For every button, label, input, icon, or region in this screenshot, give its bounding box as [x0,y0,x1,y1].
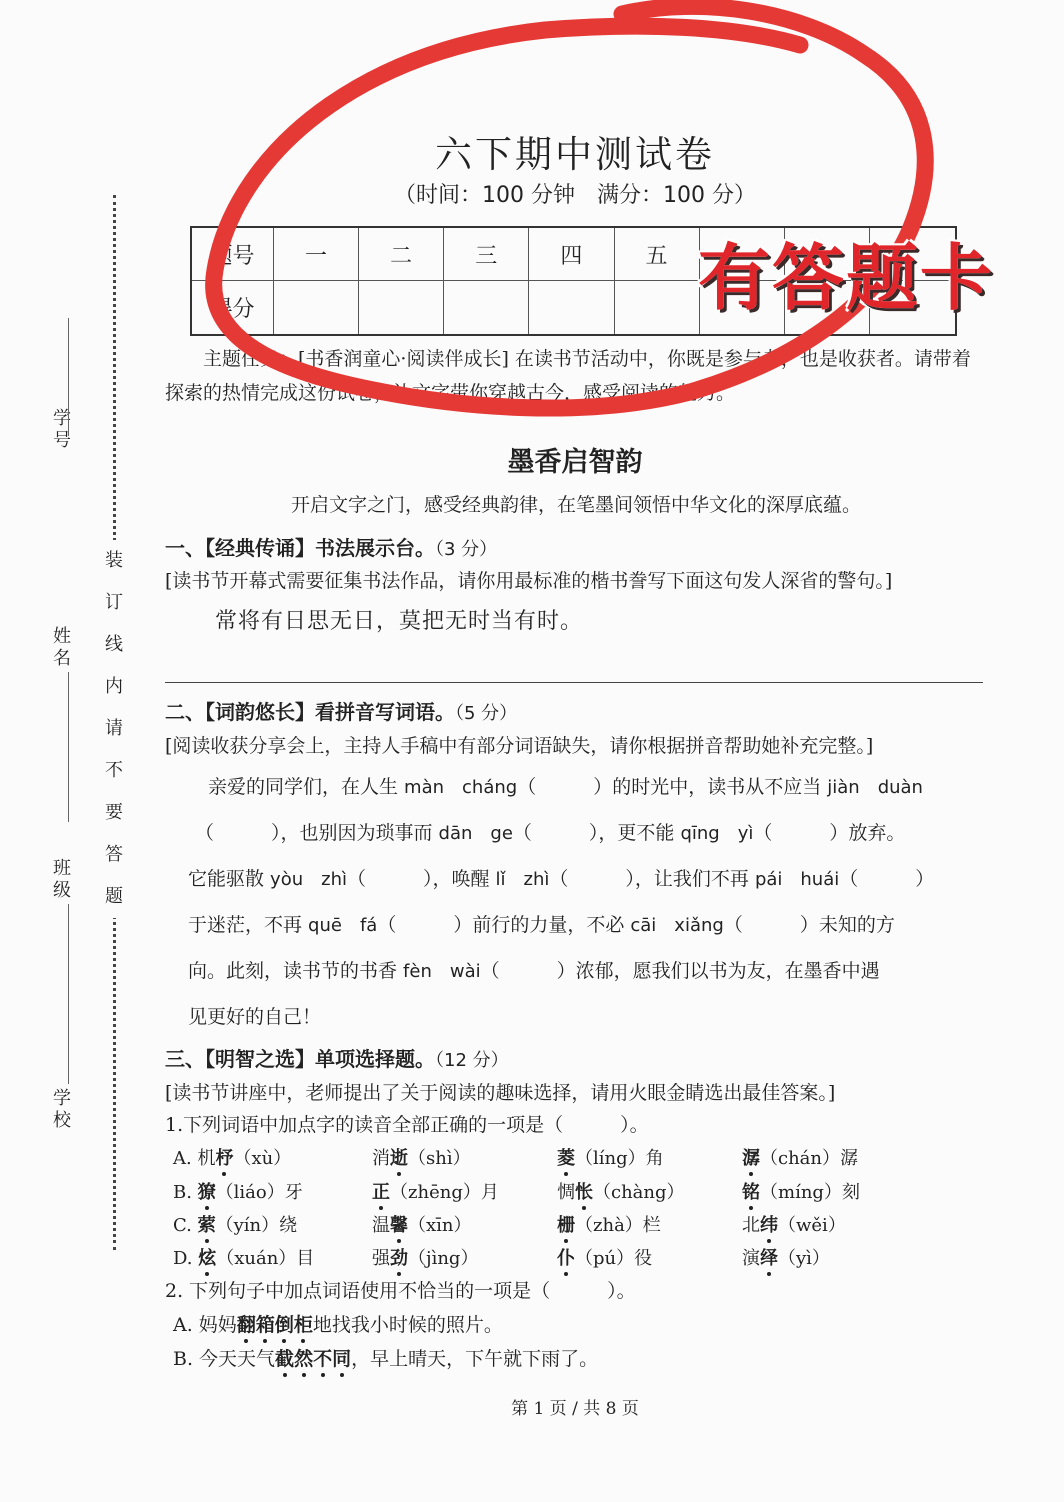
option-text: （yín）绕 [215,1215,298,1236]
section-lead: 开启文字之门，感受经典韵律，在笔墨间领悟中华文化的深厚底蕴。 [290,494,861,516]
label-student-id: 学号 [53,408,71,451]
option-text: 惆 [557,1182,575,1203]
label-name: 姓名 [53,626,71,669]
option-text: （chàng） [593,1182,685,1203]
pinyin-prompt: yòu zhì [270,869,347,890]
option-text: （xīn） [408,1215,472,1236]
dotted-character: 逝 [390,1148,408,1169]
binding-char: 题 [105,886,123,907]
paragraph-text: （ ）放弃。 [753,822,906,844]
dotted-character: 纬 [760,1215,778,1236]
pinyin-prompt: pái huái [754,869,840,890]
paragraph-text: 向。此刻，读书节的书香 [188,960,404,982]
question-3-heading: 三、【明智之选】单项选择题。（12 分） [165,1047,509,1071]
dotted-character: 同 [332,1348,352,1370]
option-text: （míng）刻 [760,1182,860,1203]
paragraph-text: （ ），也别因为琐事而 [195,822,439,844]
paragraph-text: 见更好的自己！ [188,1006,322,1028]
option-text: （liáo）牙 [215,1182,303,1203]
option-text: ，早上晴天，下午就下雨了。 [351,1348,599,1370]
paragraph-text: （ ），唤醒 [346,868,496,890]
binding-char: 线 [105,634,123,655]
pinyin-prompt: lǐ zhì [495,869,550,890]
binding-char: 请 [105,718,123,739]
exam-time-info: （时间：100 分钟 满分：100 分） [394,183,756,208]
option-text: （jìng） [408,1248,479,1269]
pinyin-prompt: fèn wài [403,961,481,982]
paragraph-text: （ ）浓郁，愿我们以书为友，在墨香中遇 [480,960,880,982]
pinyin-prompt: màn cháng [404,777,518,798]
score-table-column-header: 一 [274,228,359,281]
option-text: A. 妈妈 [173,1314,237,1336]
dotted-character: 萦 [197,1215,216,1236]
question-1-note: [读书节开幕式需要征集书法作品，请你用最标准的楷书誊写下面这句发人深省的警句。] [165,570,893,592]
option-text: 消 [372,1148,390,1169]
binding-char: 内 [105,676,123,697]
section-title: 墨香启智韵 [507,447,643,478]
dotted-character: 然 [294,1348,314,1370]
pinyin-prompt: dān ge [438,823,513,844]
dotted-character: 箱 [255,1314,275,1336]
answer-card-stamp: 有答题卡 [698,236,995,320]
dotted-character: 不 [313,1348,333,1370]
pinyin-prompt: qīng yì [680,823,754,844]
option-text: A. 机 [173,1148,216,1169]
choice-question-1-stem: 1.下列词语中加点字的读音全部正确的一项是（ ）。 [165,1114,649,1136]
label-class: 班级 [53,858,71,901]
score-table-header-label: 题号 [192,228,274,281]
option-text: （xuán）目 [216,1248,315,1269]
label-school: 学校 [53,1088,71,1131]
option-text: D. [173,1248,199,1269]
option-text: （shì） [408,1148,471,1169]
dotted-character: 栅 [557,1215,575,1236]
question-3-note: [读书节讲座中，老师提出了关于阅读的趣味选择，请用火眼金睛选出最佳答案。] [165,1082,836,1104]
paragraph-text: （ ）前行的力量，不必 [377,914,631,936]
option-text: 强 [372,1248,390,1269]
score-table-column-header: 二 [359,228,444,281]
option-text: （zhēng）月 [390,1182,499,1203]
dotted-character: 劲 [390,1248,408,1269]
paragraph-text: 亲爱的同学们，在人生 [208,776,405,798]
option-text: C. [173,1215,198,1236]
dotted-character: 仆 [557,1248,575,1269]
paragraph-text: 它能驱散 [188,868,271,890]
dotted-character: 潺 [742,1148,760,1169]
question-2-note: [阅读收获分享会上，主持人手稿中有部分词语缺失，请你根据拼音帮助她补充完整。] [165,735,874,757]
pinyin-prompt: jiàn duàn [827,777,923,798]
paragraph-text: （ ），让我们不再 [549,868,755,890]
option-text: B. [173,1182,198,1203]
option-text: （chán）潺 [760,1148,858,1169]
paragraph-text: 于迷茫，不再 [188,914,309,936]
option-text: 地找我小时候的照片。 [312,1314,503,1336]
dotted-character: 截 [275,1348,295,1370]
dotted-character: 馨 [390,1215,408,1236]
choice-question-2-stem: 2. 下列句子中加点词语使用不恰当的一项是（ ）。 [165,1280,636,1302]
option-text: （líng）角 [575,1148,664,1169]
dotted-character: 菱 [557,1148,575,1169]
paragraph-text: （ ）的时光中，读书从不应当 [517,776,828,798]
dotted-character: 翻 [236,1314,256,1336]
paragraph-text: （ ） [839,868,935,890]
dotted-character: 正 [372,1182,390,1203]
option-text: （pú）役 [575,1248,653,1269]
binding-char: 不 [105,760,123,781]
binding-char: 答 [105,844,123,865]
pinyin-prompt: cāi xiǎng [630,915,724,936]
page-title: 六下期中测试卷 [435,133,715,176]
score-table-column-header: 五 [615,228,700,281]
option-text: 北 [742,1215,760,1236]
dotted-character: 铭 [742,1182,760,1203]
option-text: （zhà）栏 [575,1215,661,1236]
binding-char: 装 [105,550,123,571]
binding-char: 订 [105,592,123,613]
option-text: 演 [742,1248,760,1269]
paragraph-text: （ ），更不能 [512,822,681,844]
option-text: （wěi） [778,1215,846,1236]
dotted-character: 柜 [293,1314,313,1336]
dotted-character: 绎 [760,1248,778,1269]
calligraphy-quote: 常将有日思无日，莫把无时当有时。 [215,609,584,634]
score-table-column-header: 三 [444,228,529,281]
binding-char: 要 [105,802,123,823]
theme-intro: 主题任务：[书香润童心·阅读伴成长] 在读书节活动中，你既是参与者，也是收获者。请带着探索的热情完成这份试卷，让文字带你穿越古今，感受阅读的魅力。 [165,348,971,404]
dotted-character: 杼 [215,1148,234,1169]
question-1-heading: 一、【经典传诵】书法展示台。（3 分） [165,536,498,560]
option-text: B. 今天天气 [173,1348,276,1370]
dotted-character: 炫 [198,1248,217,1269]
option-text: 温 [372,1215,390,1236]
option-text: （xù） [233,1148,292,1169]
question-2-heading: 二、【词韵悠长】看拼音写词语。（5 分） [165,700,518,724]
score-table-column-header: 四 [529,228,614,281]
paragraph-text: （ ）未知的方 [723,914,895,936]
dotted-character: 怅 [575,1182,593,1203]
pinyin-prompt: quē fá [308,915,378,936]
dotted-character: 倒 [274,1314,294,1336]
page-number: 第 1 页 / 共 8 页 [511,1399,639,1419]
dotted-character: 獠 [197,1182,216,1203]
option-text: （yì） [778,1248,830,1269]
score-table-score-label: 得分 [192,281,274,334]
